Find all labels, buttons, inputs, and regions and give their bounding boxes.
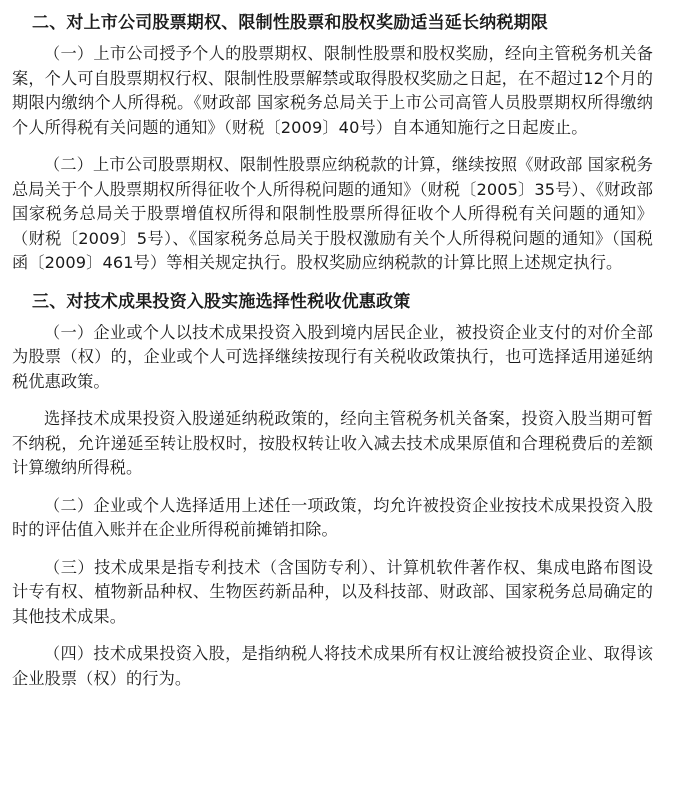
section-3-paragraph-5: （四）技术成果投资入股，是指纳税人将技术成果所有权让渡给被投资企业、取得该企业股票（权）的行为。 (12, 644, 653, 688)
section-3-paragraph-4: （三）技术成果是指专利技术（含国防专利）、计算机软件著作权、集成电路布图设计专有权、植物新品种权、生物医药新品种，以及科技部、财政部、国家税务总局确定的其他技术成果。 (12, 557, 653, 626)
section-3-paragraph-2: 选择技术成果投资入股递延纳税政策的，经向主管税务机关备案，投资入股当期可暂不纳税，允许递延至转让股权时，按股权转让收入减去技术成果原值和合理税费后的差额计算缴纳所得税。 (12, 409, 653, 477)
section-2-heading: 二、对上市公司股票期权、限制性股票和股权奖励适当延长纳税期限 (32, 13, 548, 33)
section-3-paragraph-1: （一）企业或个人以技术成果投资入股到境内居民企业，被投资企业支付的对价全部为股票（权）的，企业或个人可选择继续按现行有关税收政策执行，也可选择适用递延纳税优惠政策。 (12, 322, 653, 391)
section-2-paragraph-1: （一）上市公司授予个人的股票期权、限制性股票和股权奖励，经向主管税务机关备案，个人可自股票期权行权、限制性股票解禁或取得股权奖励之日起，在不超过12个月的期限内缴纳个人所得税。《财政部 国家税务总局关于上市公司高管人员股票期权所得缴纳个人所得税有关问题的通知》（财税〔2009〕40号）自本通知施行之日起废止。 (12, 44, 653, 137)
section-3-heading: 三、对技术成果投资入股实施选择性税收优惠政策 (32, 291, 411, 312)
section-2-paragraph-2: （二）上市公司股票期权、限制性股票应纳税款的计算，继续按照《财政部 国家税务总局关于个人股票期权所得征收个人所得税问题的通知》（财税〔2005〕35号）、《财政部 国家税务总局关于股票增值权所得和限制性股票所得征收个人所得税有关问题的通知》（财税〔2009〕5号）、《国家税务总局关于股权激励有关个人所得税问题的通知》（国税函〔2009〕461号）等相关规定执行。股权奖励应纳税款的计算比照上述规定执行。 (12, 155, 653, 272)
section-3-paragraph-3: （二）企业或个人选择适用上述任一项政策，均允许被投资企业按技术成果投资入股时的评估值入账并在企业所得税前摊销扣除。 (12, 495, 653, 539)
